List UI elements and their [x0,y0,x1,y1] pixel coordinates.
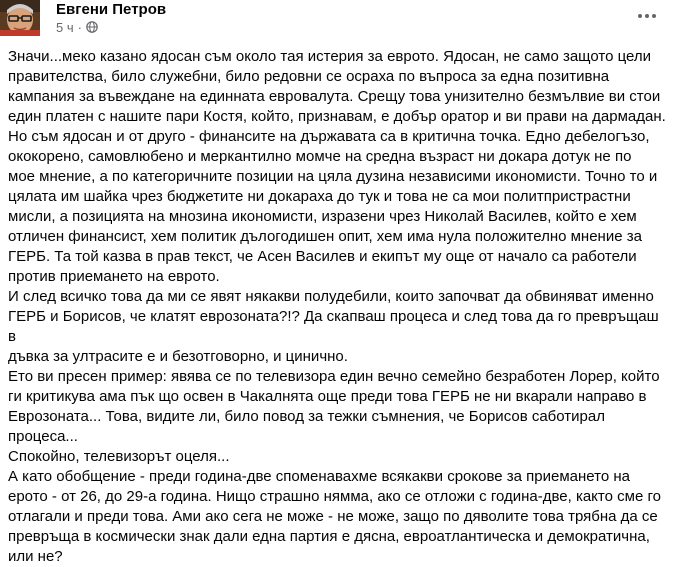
paragraph: А като обобщение - преди година-две споменавахме всякакви срокове за приемането на ерото - от 26, до 29-а година. Нищо страшно нямма, ако се отложи с година-две, както сме го отлагали и преди това. Ами ако сега не може - не може, защо по дяволите това трябна да се превръща в космически знак дали една партия е дясна, евроатлантическа и демократична, или не? [8,468,661,565]
meta-separator: · [77,19,82,35]
more-horizontal-icon [637,13,657,19]
globe-icon [86,21,98,33]
paragraph: Ето ви пресен пример: явява се по телевизора един вечно семейно безработен Лорер, който ги критикува ама пък що освен в Чакалнята още преди това ГЕРБ не ни вкарали направо в Еврозоната... Това, видите ли, било повод за тежки съмнения, че Борисов саботирал процеса... [8,368,660,445]
paragraph: И след всичко това да ми се явят някакви полудебили, които започват да обвиняват именно ГЕРБ и Борисов, че клатят еврозоната?!? Да скапваш процеса и след това да го превръщаш в дъвка за ултрасите е и безотговорно, и цинично. [8,288,659,365]
author-name[interactable]: Евгени Петров [56,1,167,18]
post-header [0,0,673,40]
post-meta [56,19,98,35]
more-options-button[interactable] [635,6,659,26]
paragraph: Спокойно, телевизорът оцеля... [8,448,230,465]
avatar[interactable] [0,0,40,36]
profile-photo-icon [0,0,40,36]
paragraph: Значи...меко казано ядосан съм около тая истерия за еврото. Ядосан, не само защото цели правителства, било служебни, било редовни се осраха по въпроса за една позитивна кампания за въвеждане на единната евровалута. Срещу това унизително безмълвие ви стои един платен с нашите пари Костя, който, признавам, е добър оратор и ви прави на дармадан. Но съм ядосан и от друго - финансите на държавата са в критична точка. Едно дебелогъзо, ококорено, самовлюбено и меркантилно момче на средна възраст ни докара дотук не по мое мнение, а по категоричните позиции на цяла дузина независими икономисти. Точно то и цялата им шайка чрез бюджетите ни докараха до тук и това не са мои политпристрастни мисли, а позицията на мнозина икономисти, изразени чрез Николай Василев, който е хем отличен финансист, хем политик дълогодишен опит, хем има нула положително мнение за ГЕРБ. Та той казва в прав текст, че Асен Василев и екипът му още от начало са работели против приемането на еврото. [8,48,666,285]
post-text [8,47,668,567]
post-time[interactable]: 5 ч [56,19,74,35]
